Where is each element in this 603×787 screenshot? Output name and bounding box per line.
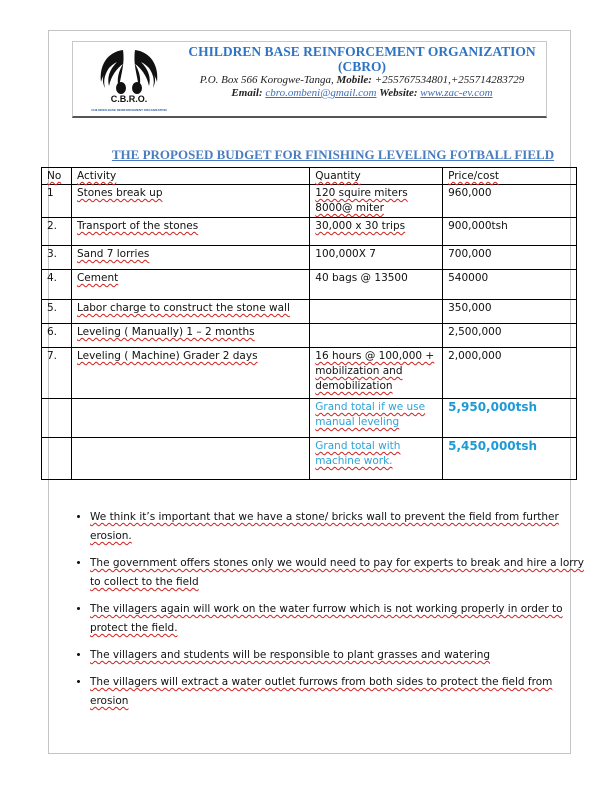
row-quantity: 30,000 x 30 trips bbox=[310, 218, 443, 246]
row-no: 3. bbox=[42, 246, 72, 270]
table-row bbox=[42, 300, 577, 324]
organization-info bbox=[177, 44, 547, 100]
row-no: 4. bbox=[42, 270, 72, 300]
total-value: 5,450,000tsh bbox=[443, 438, 577, 480]
row-no: 1 bbox=[42, 185, 72, 218]
website-link[interactable]: www.zac-ev.com bbox=[420, 87, 493, 99]
address: P.O. Box 566 Korogwe-Tanga, bbox=[199, 74, 334, 86]
org-name: CHILDREN BASE REINFORCEMENT ORGANIZATION bbox=[188, 44, 536, 59]
row-activity: Stones break up bbox=[71, 185, 309, 218]
leaf-logo-icon bbox=[79, 44, 179, 96]
website-label: Website: bbox=[379, 87, 418, 99]
table-row bbox=[42, 348, 577, 399]
row-price: 900,000tsh bbox=[443, 218, 577, 246]
row-price: 350,000 bbox=[443, 300, 577, 324]
row-activity: Transport of the stones bbox=[71, 218, 309, 246]
empty-cell bbox=[71, 399, 309, 438]
org-short-name: (CBRO) bbox=[338, 59, 386, 74]
list-item: • The villagers again will work on the water furrow which is not working properly in order to protect the field. bbox=[90, 600, 590, 638]
total-row-machine bbox=[42, 438, 577, 480]
address-line bbox=[177, 74, 547, 87]
row-price: 2,000,000 bbox=[443, 348, 577, 399]
total-label: Grand total with machine work. bbox=[310, 438, 443, 480]
notes-list bbox=[70, 508, 590, 719]
row-activity: Sand 7 lorries bbox=[71, 246, 309, 270]
total-value: 5,950,000tsh bbox=[443, 399, 577, 438]
row-activity: Labor charge to construct the stone wall bbox=[71, 300, 309, 324]
row-quantity: 100,000X 7 bbox=[310, 246, 443, 270]
header-no: No bbox=[42, 168, 72, 185]
row-quantity bbox=[310, 324, 443, 348]
header-quantity: Quantity bbox=[310, 168, 443, 185]
empty-cell bbox=[71, 438, 309, 480]
mobile-label: Mobile: bbox=[336, 74, 372, 86]
table-row bbox=[42, 185, 577, 218]
row-activity: Leveling ( Manually) 1 – 2 months bbox=[71, 324, 309, 348]
list-item: • The government offers stones only we would need to pay for experts to break and hire a lorry to collect to the field bbox=[90, 554, 590, 592]
row-no: 2. bbox=[42, 218, 72, 246]
empty-cell bbox=[42, 399, 72, 438]
row-price: 700,000 bbox=[443, 246, 577, 270]
total-row-manual bbox=[42, 399, 577, 438]
row-activity: Leveling ( Machine) Grader 2 days bbox=[71, 348, 309, 399]
total-label: Grand total if we use manual leveling bbox=[310, 399, 443, 438]
list-item: • The villagers will extract a water outlet furrows from both sides to protect the field from erosion bbox=[90, 673, 590, 711]
budget-table bbox=[41, 167, 577, 480]
row-activity: Cement bbox=[71, 270, 309, 300]
table-row bbox=[42, 218, 577, 246]
header-activity: Activity bbox=[71, 168, 309, 185]
row-price: 2,500,000 bbox=[443, 324, 577, 348]
row-quantity: 16 hours @ 100,000 + mobilization and demobilization bbox=[310, 348, 443, 399]
row-price: 540000 bbox=[443, 270, 577, 300]
row-quantity: 40 bags @ 13500 bbox=[310, 270, 443, 300]
empty-cell bbox=[42, 438, 72, 480]
email-label: Email: bbox=[231, 87, 263, 99]
letterhead bbox=[72, 41, 547, 118]
row-quantity: 120 squire miters 8000@ miter bbox=[310, 185, 443, 218]
row-no: 5. bbox=[42, 300, 72, 324]
row-no: 7. bbox=[42, 348, 72, 399]
table-row bbox=[42, 324, 577, 348]
logo-abbreviation: C.B.R.O. bbox=[110, 94, 148, 104]
table-row bbox=[42, 270, 577, 300]
row-quantity bbox=[310, 300, 443, 324]
logo-subtitle: CHILDREN BASE REINFORCEMENT ORGANIZATION bbox=[91, 108, 167, 112]
contact-line bbox=[177, 87, 547, 100]
logo bbox=[79, 44, 179, 114]
row-no: 6. bbox=[42, 324, 72, 348]
header-price: Price/cost bbox=[443, 168, 577, 185]
table-header-row bbox=[42, 168, 577, 185]
document-title: THE PROPOSED BUDGET FOR FINISHING LEVELING FOTBALL FIELD bbox=[111, 147, 555, 162]
list-item: • We think it’s important that we have a stone/ bricks wall to prevent the field from further erosion. bbox=[90, 508, 590, 546]
email-link[interactable]: cbro.ombeni@gmail.com bbox=[265, 87, 377, 99]
table-row bbox=[42, 246, 577, 270]
mobile-numbers: +255767534801,+255714283729 bbox=[374, 74, 525, 86]
list-item: • The villagers and students will be responsible to plant grasses and watering bbox=[90, 646, 590, 665]
row-price: 960,000 bbox=[443, 185, 577, 218]
